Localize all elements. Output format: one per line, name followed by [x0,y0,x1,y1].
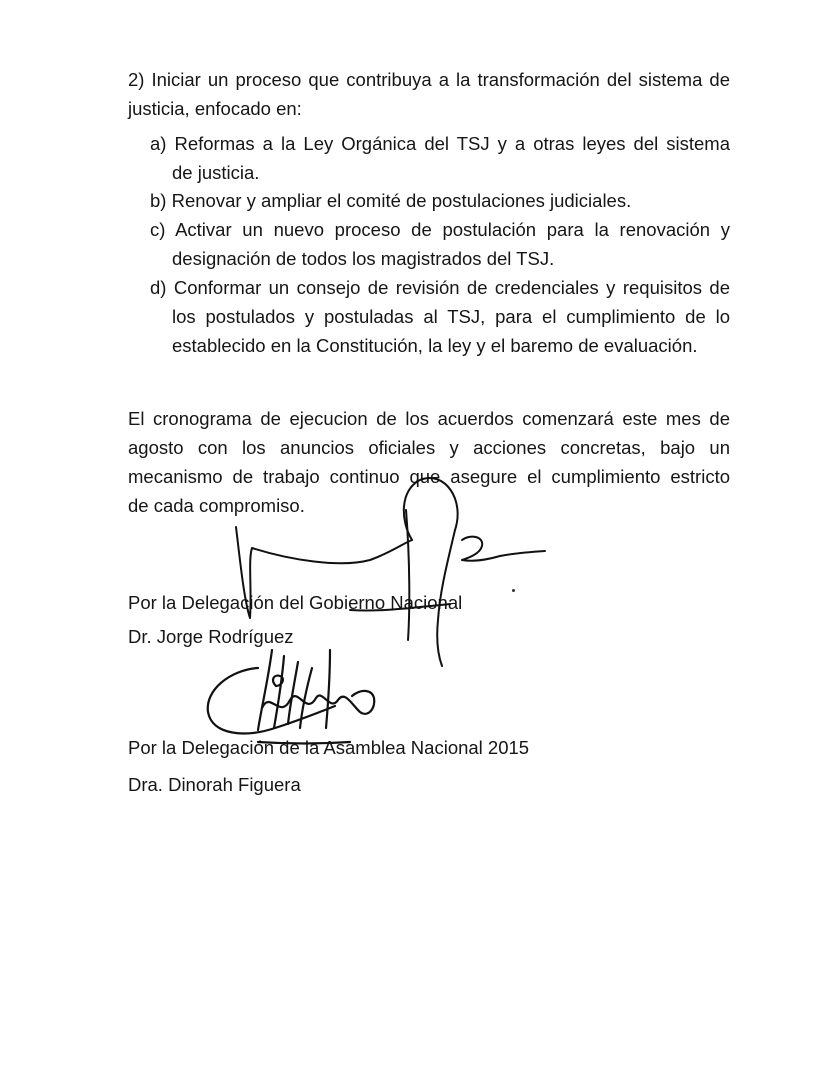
signature-2 [208,650,375,744]
item-a-line-1: a) Reformas a la Ley Orgánica del TSJ y a otras leyes del sistema [150,133,730,154]
signatory-2-name: Dra. Dinorah Figuera [128,774,301,795]
signatory-1-delegation: Por la Delegación del Gobierno Nacional [128,592,463,613]
item-b-line-1: b) Renovar y ampliar el comité de postulaciones judiciales. [150,190,632,211]
schedule-line-2: agosto con los anuncios oficiales y acciones concretas, bajo un [128,437,730,458]
point-2-line-1: 2) Iniciar un proceso que contribuya a la transformación del sistema de [128,69,730,90]
item-d-line-3: establecido en la Constitución, la ley y el baremo de evaluación. [172,335,698,356]
point-2-line-2: justicia, enfocado en: [128,98,302,119]
item-d-line-1: d) Conformar un consejo de revisión de credenciales y requisitos de [150,277,730,298]
ink-speck [512,589,515,592]
signatory-1-name: Dr. Jorge Rodríguez [128,626,294,647]
schedule-line-4: de cada compromiso. [128,495,305,516]
signatory-2-delegation: Por la Delegación de la Asamblea Nacional 2015 [128,737,530,758]
schedule-line-3: mecanismo de trabajo continuo que asegure el cumplimiento estricto [128,466,730,487]
item-c-line-1: c) Activar un nuevo proceso de postulación para la renovación y [150,219,730,240]
schedule-line-1: El cronograma de ejecucion de los acuerdos comenzará este mes de [128,408,730,429]
item-c-line-2: designación de todos los magistrados del TSJ. [172,248,555,269]
item-a-line-2: de justicia. [172,162,260,183]
item-d-line-2: los postulados y postuladas al TSJ, para el cumplimiento de lo [172,306,730,327]
